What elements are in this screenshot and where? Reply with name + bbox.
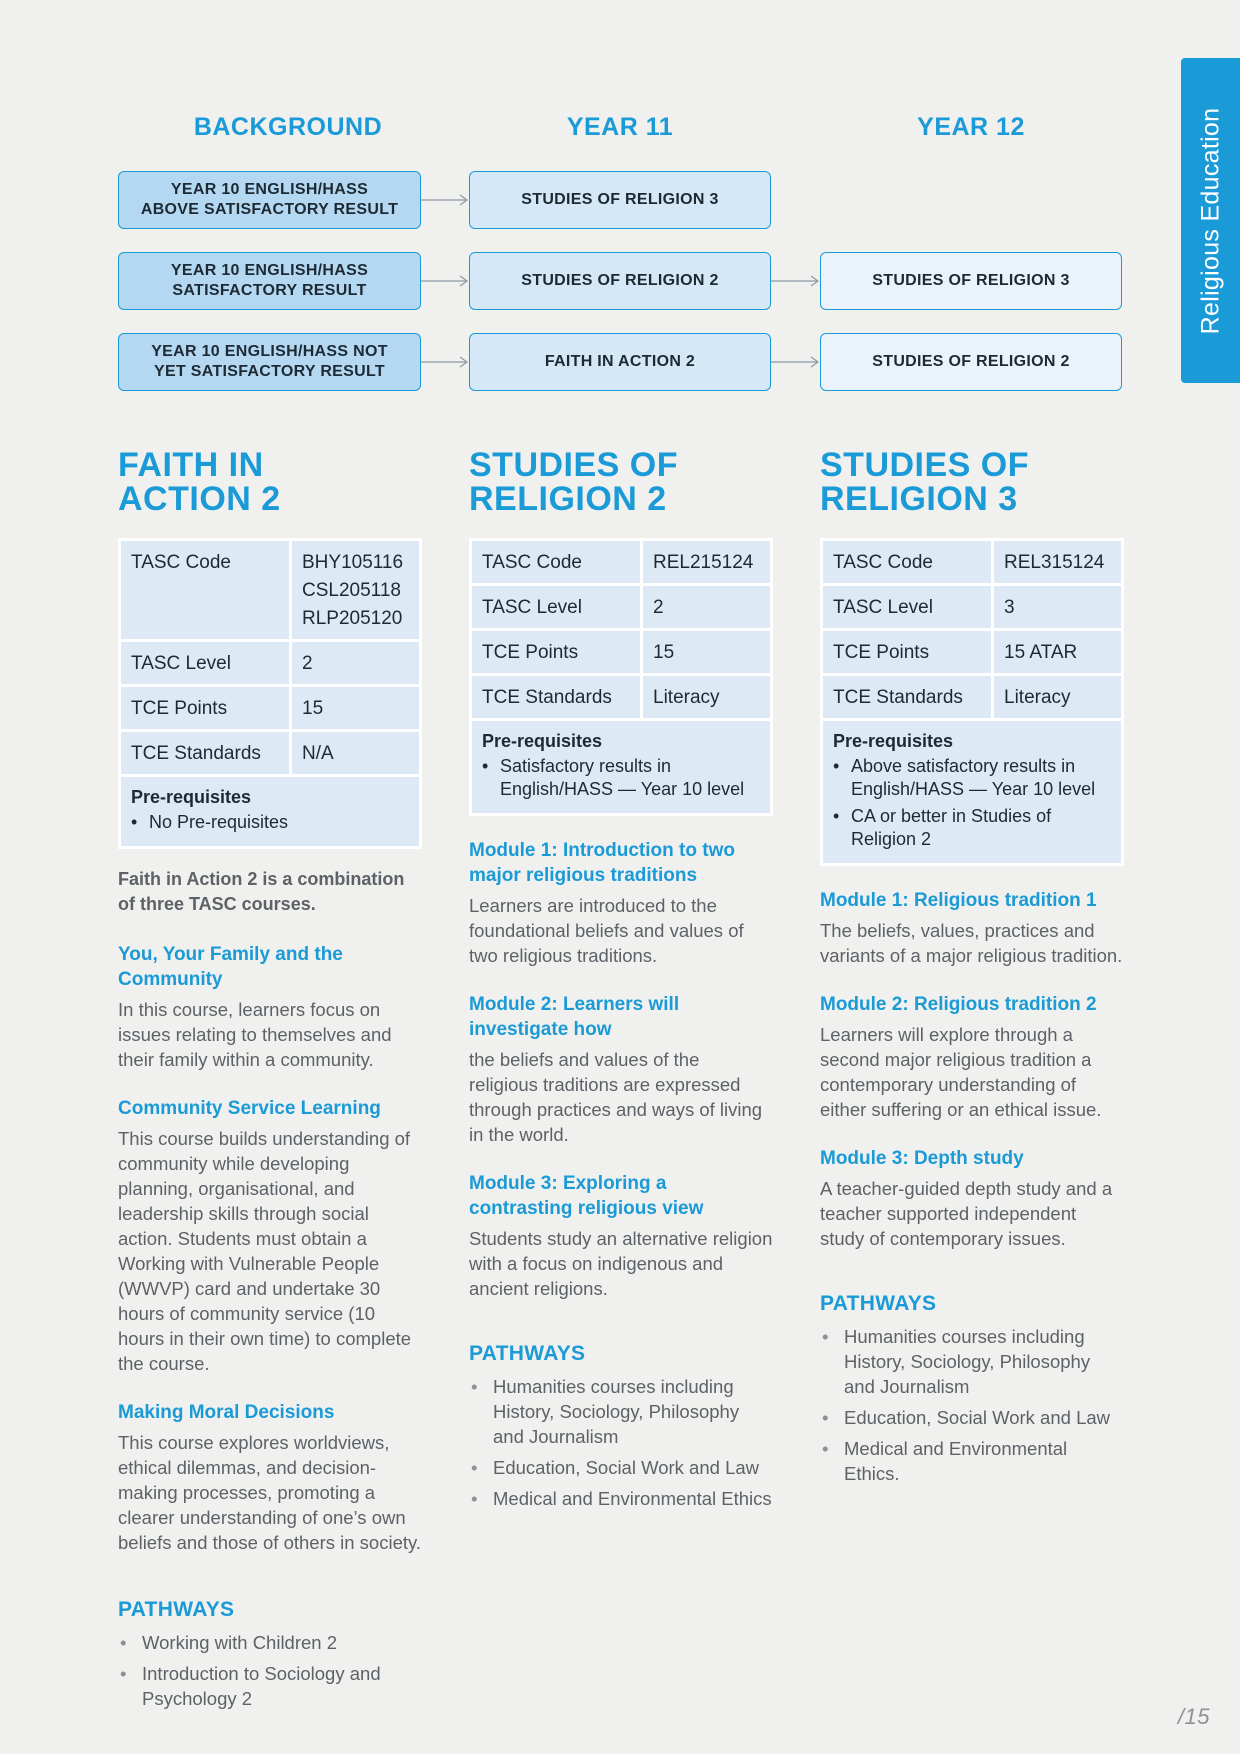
pathway-item: • Education, Social Work and Law [820, 1405, 1124, 1430]
course-info-table [118, 538, 422, 849]
course-intro: Faith in Action 2 is a combination of three TASC courses. [118, 869, 405, 914]
pathway-item: • Medical and Environmental Ethics [469, 1486, 773, 1511]
course-studies-of-religion-2 [469, 448, 773, 1517]
flow-box-y12-sor3: STUDIES OF RELIGION 3 [820, 252, 1122, 310]
flow-box-bg-satisfactory: YEAR 10 ENGLISH/HASS SATISFACTORY RESULT [118, 252, 421, 310]
row-tasc-code: TASC Code BHY105116 CSL205118 RLP205120 [121, 541, 419, 639]
flow-box-y11-sor2: STUDIES OF RELIGION 2 [469, 252, 771, 310]
section-text: Learners will explore through a second major religious tradition a contemporary understanding of either suffering or an ethical issue. [820, 1024, 1102, 1120]
section-text: the beliefs and values of the religious traditions are expressed through practices and ways of living in the world. [469, 1049, 763, 1145]
row-tce-points: TCE Points 15 ATAR [823, 631, 1121, 673]
pathways-list [469, 1374, 773, 1511]
pathway-item: • Medical and Environmental Ethics. [820, 1436, 1124, 1486]
flow-box-y11-sor3: STUDIES OF RELIGION 3 [469, 171, 771, 229]
pathways-list [118, 1630, 422, 1711]
section-text: The beliefs, values, practices and variants of a major religious tradition. [820, 920, 1123, 966]
prerequisites: Pre-requisites • No Pre-requisites [121, 777, 419, 846]
course-title: STUDIES OF RELIGION 3 [820, 446, 1030, 518]
flow-header-year12: YEAR 12 [917, 113, 1025, 141]
section-text: This course builds understanding of community while developing planning, organisational, and leadership skills through social action. Students must obtain a Working with Vulnerable People (WWVP) card and undertake 30 hours of community service (10 hours in their own time) to complete the course. [118, 1128, 412, 1374]
section-heading: Community Service Learning [118, 1098, 381, 1119]
section-text: Students study an alternative religion with a focus on indigenous and ancient religions. [469, 1228, 773, 1299]
flow-header-background: BACKGROUND [193, 113, 383, 141]
pathways-heading: PATHWAYS [820, 1292, 937, 1315]
pathway-item: • Introduction to Sociology and Psychology 2 [118, 1661, 422, 1711]
section-heading: Module 3: Exploring a contrasting religious view [469, 1173, 704, 1219]
course-title: STUDIES OF RELIGION 2 [469, 446, 679, 518]
section-heading: Module 2: Religious tradition 2 [820, 994, 1097, 1015]
course-studies-of-religion-3 [820, 448, 1124, 1492]
section-tab-label: Religious Education [1196, 107, 1224, 334]
row-tce-standards: TCE Standards N/A [121, 732, 419, 774]
section-text: Learners are introduced to the foundational beliefs and values of two religious traditions. [469, 895, 744, 966]
row-tce-standards: TCE Standards Literacy [823, 676, 1121, 718]
flow-header-year11: YEAR 11 [566, 113, 674, 141]
prereq-item: • No Pre-requisites [131, 811, 409, 834]
row-tasc-level: TASC Level 2 [121, 642, 419, 684]
pathways-list [820, 1324, 1124, 1486]
row-tasc-level: TASC Level 3 [823, 586, 1121, 628]
flow-box-bg-above-satisfactory: YEAR 10 ENGLISH/HASS ABOVE SATISFACTORY RESULT [118, 171, 421, 229]
pathway-item: • Education, Social Work and Law [469, 1455, 773, 1480]
prerequisites: Pre-requisites • Above satisfactory results in English/HASS — Year 10 level • CA or better in Studies of Religion 2 [823, 721, 1121, 863]
prereq-item: • Satisfactory results in English/HASS — Year 10 level [482, 755, 760, 801]
page-number: /15 [1177, 1704, 1210, 1729]
section-heading: Module 2: Learners will investigate how [469, 994, 680, 1040]
section-text: A teacher-guided depth study and a teacher supported independent study of contemporary issues. [820, 1178, 1113, 1249]
section-text: This course explores worldviews, ethical dilemmas, and decision-making processes, promoting a clearer understanding of one’s own beliefs and those of others in society. [118, 1432, 422, 1553]
pathway-item: • Humanities courses including History, Sociology, Philosophy and Journalism [469, 1374, 773, 1449]
prereq-item: • CA or better in Studies of Religion 2 [833, 805, 1111, 851]
pathways-heading: PATHWAYS [118, 1598, 235, 1621]
course-info-table [469, 538, 773, 816]
pathway-item: • Working with Children 2 [118, 1630, 422, 1655]
row-tasc-level: TASC Level 2 [472, 586, 770, 628]
section-heading: Module 1: Introduction to two major religious traditions [469, 840, 735, 886]
flow-box-y11-fia2: FAITH IN ACTION 2 [469, 333, 771, 391]
pathway-item: • Humanities courses including History, Sociology, Philosophy and Journalism [820, 1324, 1124, 1399]
row-tasc-code: TASC Code REL315124 [823, 541, 1121, 583]
section-heading: Module 3: Depth study [820, 1148, 1024, 1169]
section-heading: Making Moral Decisions [118, 1402, 335, 1423]
section-heading: Module 1: Religious tradition 1 [820, 890, 1097, 911]
pathways-heading: PATHWAYS [469, 1342, 586, 1365]
row-tce-points: TCE Points 15 [472, 631, 770, 673]
prerequisites: Pre-requisites • Satisfactory results in English/HASS — Year 10 level [472, 721, 770, 813]
section-heading: You, Your Family and the Community [118, 944, 343, 990]
flow-box-y12-sor2: STUDIES OF RELIGION 2 [820, 333, 1122, 391]
course-title: FAITH IN ACTION 2 [118, 446, 281, 518]
prereq-item: • Above satisfactory results in English/HASS — Year 10 level [833, 755, 1111, 801]
course-info-table [820, 538, 1124, 866]
row-tce-standards: TCE Standards Literacy [472, 676, 770, 718]
flow-box-bg-not-yet-satisfactory: YEAR 10 ENGLISH/HASS NOT YET SATISFACTORY RESULT [118, 333, 421, 391]
section-text: In this course, learners focus on issues relating to themselves and their family within a community. [118, 999, 392, 1070]
row-tce-points: TCE Points 15 [121, 687, 419, 729]
course-faith-in-action-2 [118, 448, 422, 1717]
row-tasc-code: TASC Code REL215124 [472, 541, 770, 583]
